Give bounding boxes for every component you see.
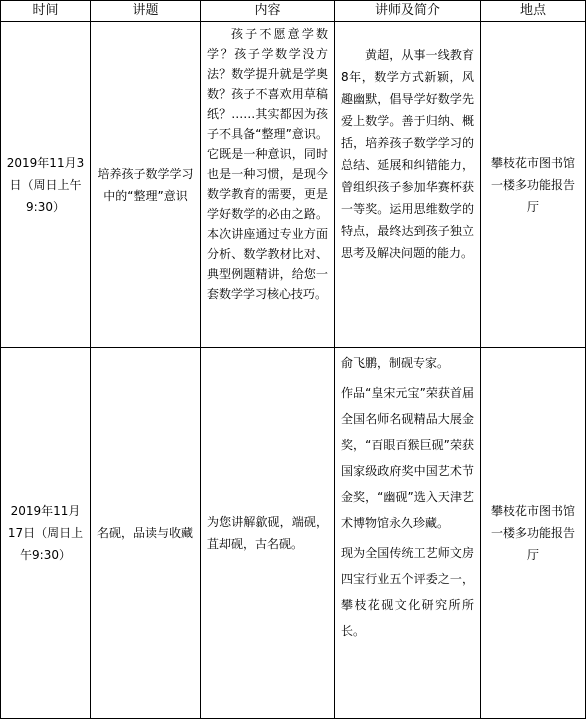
- topic-cell: 培养孩子数学学习中的“整理”意识: [91, 22, 201, 348]
- place-cell: 攀枝花市图书馆一楼多功能报告厅: [481, 22, 586, 348]
- teacher-paragraph: 作品“皇宋元宝”荣获首届全国名师名砚精品大展金奖，“百眼百猴巨砚”荣获国家级政府奖中国艺术节金奖，“幽砚”选入天津艺术博物馆永久珍藏。: [341, 386, 474, 530]
- header-topic: 讲题: [91, 1, 201, 22]
- header-place: 地点: [481, 1, 586, 22]
- header-row: [1, 1, 586, 22]
- header-content: 内容: [201, 1, 335, 22]
- content-cell: 孩子不愿意学数学？孩子学数学没方法？数学提升就是学奥数？孩子不喜欢用草稿纸？……其实都因为孩子不具备“整理”意识。它既是一种意识，同时也是一种习惯，是现今数学教育的需要，更是学好数学的必由之路。本次讲座通过专业方面分析、数学教材比对、典型例题精讲，给您一套数学学习核心技巧。: [201, 22, 335, 348]
- time-cell: 2019年11月3日（周日上午9:30）: [1, 22, 91, 348]
- teacher-cell: 黄超，从事一线教育8年，数学方式新颖，风趣幽默，倡导学好数学先爱上数学。善于归纳、概括，培养孩子数学学习的总结、延展和纠错能力，曾组织孩子参加华赛杯获一等奖。运用思维数学的特点，最终达到孩子独立思考及解决问题的能力。: [335, 22, 481, 348]
- place-cell: 攀枝花市图书馆一楼多功能报告厅: [481, 348, 586, 719]
- time-cell: 2019年11月17日（周日上午9:30）: [1, 348, 91, 719]
- table-row: [1, 348, 586, 719]
- content-cell: 为您讲解歙砚，端砚，苴却砚，古名砚。: [201, 348, 335, 719]
- table-row: [1, 22, 586, 348]
- teacher-paragraph: 俞飞鹏，制砚专家。: [341, 356, 450, 370]
- topic-cell: 名砚，品读与收藏: [91, 348, 201, 719]
- teacher-paragraph: 现为全国传统工艺师文房四宝行业五个评委之一，攀枝花砚文化研究所所长。: [341, 546, 474, 638]
- header-teacher: 讲师及简介: [335, 1, 481, 22]
- header-time: 时间: [1, 1, 91, 22]
- teacher-cell: [335, 348, 481, 719]
